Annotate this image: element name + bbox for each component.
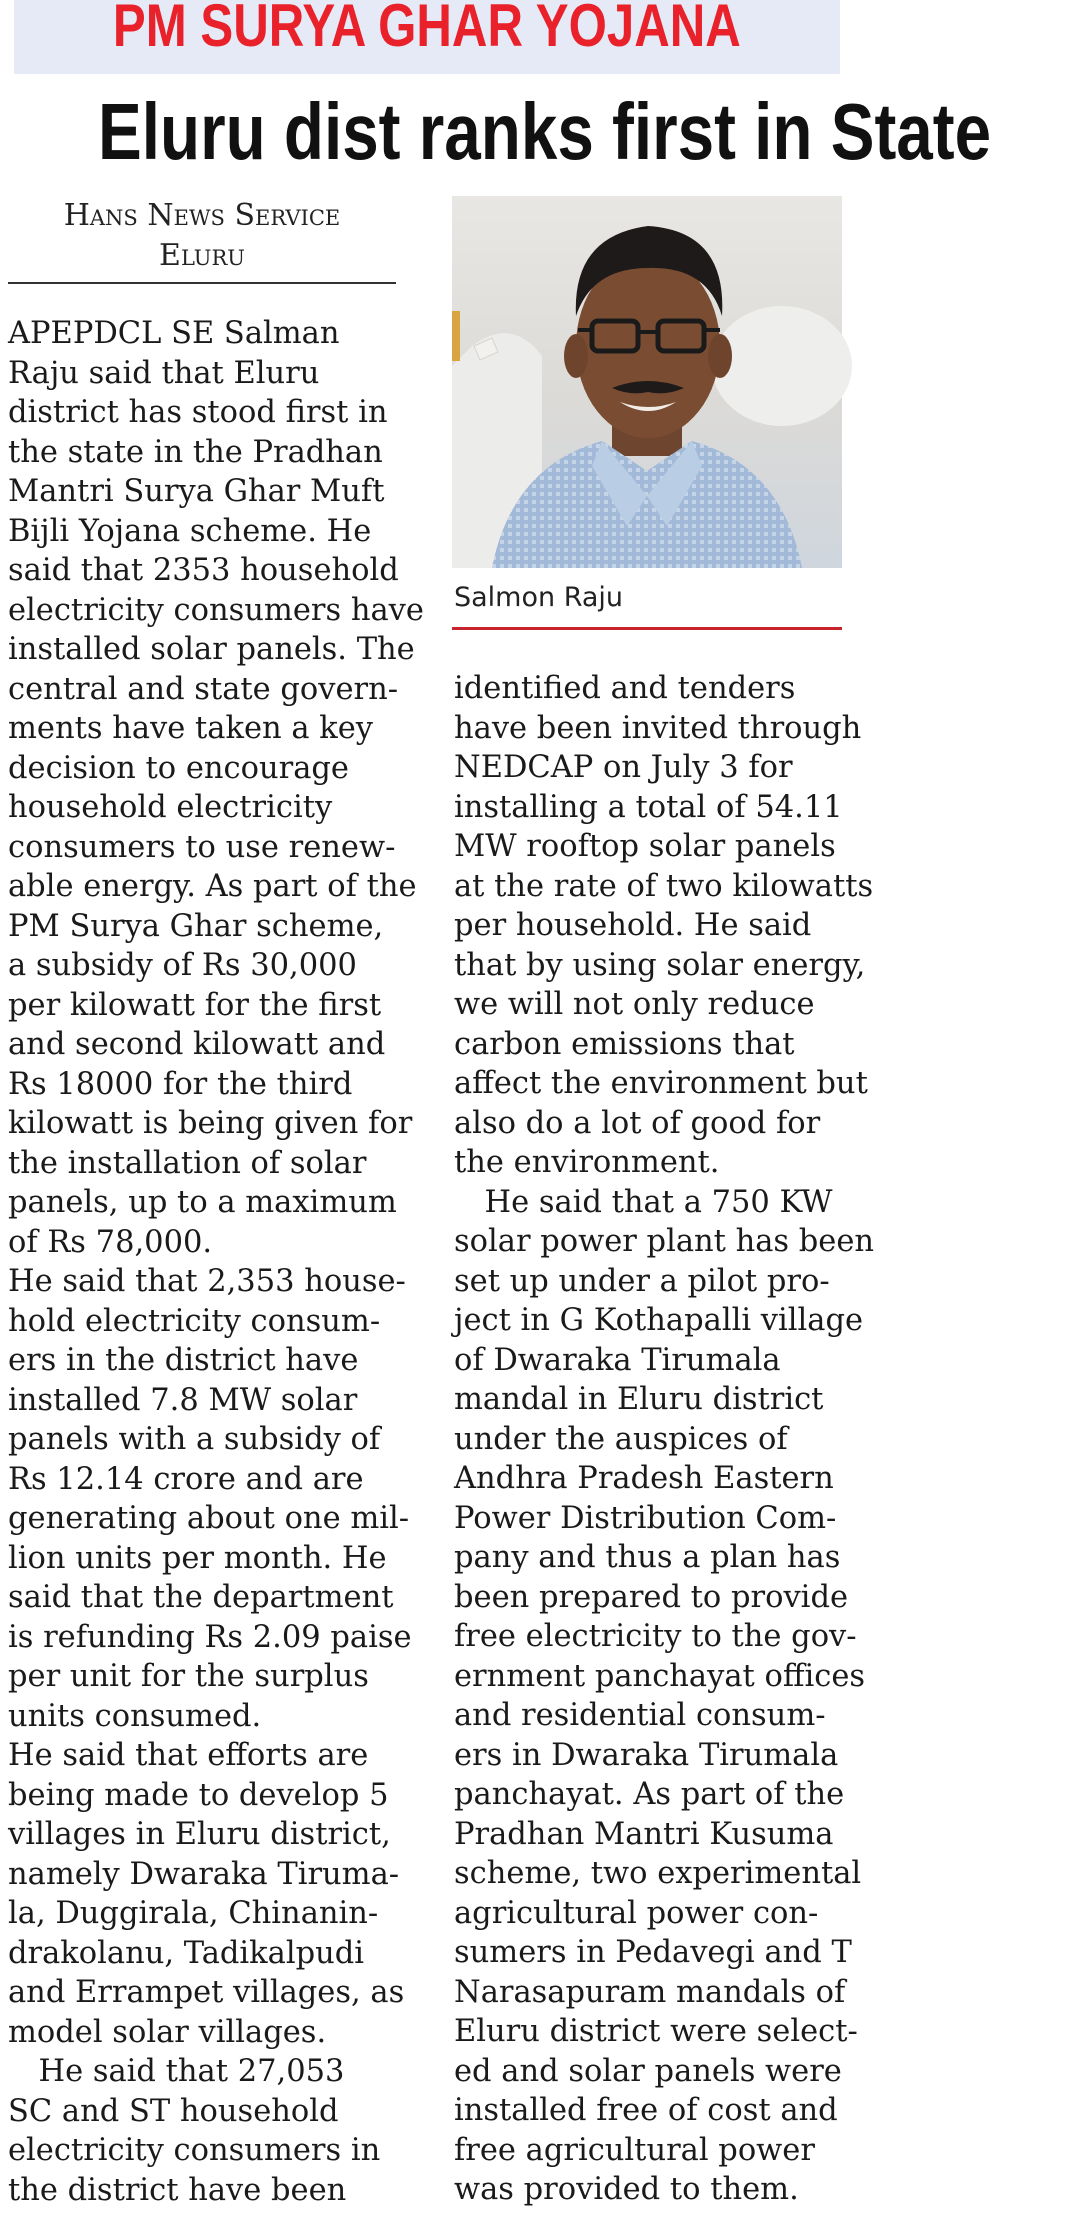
article-line: Rs 18000 for the third [8, 1066, 353, 1102]
article-line: Pradhan Mantri Kusuma [454, 1816, 834, 1852]
article-line: free agricultural power [454, 2132, 815, 2168]
portrait-photo [452, 196, 842, 568]
article-line: ed and solar panels were [454, 2053, 842, 2089]
article-line: drakolanu, Tadikalpudi [8, 1935, 365, 1971]
section-kicker-banner [14, 0, 840, 74]
article-line: per unit for the surplus [8, 1659, 369, 1694]
article-line: affect the environment but [454, 1066, 868, 1101]
article-column-2 [454, 669, 875, 2210]
article-line: panchayat. As part of the [454, 1777, 845, 1812]
article-line: carbon emissions that [454, 1026, 795, 1062]
article-line: installed solar panels. The [8, 632, 415, 667]
caption-divider [452, 627, 842, 630]
article-line: Rs 12.14 crore and are [8, 1461, 364, 1497]
portrait-illustration [452, 196, 842, 568]
article-line: sumers in Pedavegi and T [454, 1935, 852, 1970]
article-line: district has stood first in [8, 395, 388, 430]
article-line: the district have been [8, 2172, 347, 2208]
article-line: at the rate of two kilowatts [454, 868, 874, 904]
article-line: of Rs 78,000. [8, 1224, 213, 1260]
headline-text: Eluru dist ranks first in State [98, 87, 992, 176]
article-line: He said that 27,053 [8, 2054, 345, 2089]
article-line: ernment panchayat offices [454, 1658, 866, 1694]
article-line: He said that 2,353 house- [8, 1264, 406, 1299]
article-line: He said that a 750 KW [454, 1184, 833, 1220]
article-line: being made to develop 5 [8, 1777, 389, 1813]
article-line: the installation of solar [8, 1145, 367, 1181]
article-line: NEDCAP on July 3 for [454, 750, 793, 785]
article-line: said that 2353 household [8, 553, 399, 588]
byline [8, 196, 396, 276]
article-line: the state in the Pradhan [8, 434, 383, 470]
article-line: model solar villages. [8, 2014, 327, 2050]
article-line: and Errampet villages, as [8, 1975, 405, 2010]
photo-caption: Salmon Raju [454, 582, 624, 613]
article-line: PM Surya Ghar scheme, [8, 908, 384, 944]
article-line: villages in Eluru district, [8, 1817, 391, 1852]
byline-divider [8, 282, 396, 284]
article-line: APEPDCL SE Salman [8, 316, 340, 351]
article-line: ers in the district have [8, 1343, 359, 1378]
article-line: set up under a pilot pro- [454, 1263, 830, 1299]
article-line: Andhra Pradesh Eastern [454, 1461, 834, 1496]
article-line: pany and thus a plan has [454, 1540, 841, 1575]
article-line: la, Duggirala, Chinanin- [8, 1896, 379, 1931]
article-line: consumers to use renew- [8, 829, 396, 865]
article-line: free electricity to the gov- [454, 1619, 857, 1654]
article-line: also do a lot of good for [454, 1105, 821, 1141]
article-line: installed 7.8 MW solar [8, 1382, 358, 1418]
article-line: lion units per month. He [8, 1540, 387, 1576]
article-line: and second kilowatt and [8, 1027, 386, 1062]
article-line: namely Dwaraka Tiruma- [8, 1856, 400, 1892]
article-line: Raju said that Eluru [8, 355, 320, 391]
article-line: units consumed. [8, 1698, 262, 1734]
article-line: generating about one mil- [8, 1501, 410, 1536]
article-line: have been invited through [454, 710, 862, 746]
article-line: and residential consum- [454, 1698, 826, 1733]
article-line: is refunding Rs 2.09 paise [8, 1619, 412, 1655]
article-line: scheme, two experimental [454, 1856, 862, 1891]
article-line: SC and ST household [8, 2093, 339, 2129]
article-line: central and state govern- [8, 671, 399, 707]
article-line: per kilowatt for the first [8, 987, 382, 1023]
article-line: hold electricity consum- [8, 1303, 381, 1339]
article-line: Eluru district were select- [454, 2014, 858, 2049]
article-line: of Dwaraka Tirumala [454, 1342, 781, 1378]
section-kicker: PM SURYA GHAR YOJANA [113, 0, 741, 59]
article-line: household electricity [8, 790, 333, 825]
article-line: we will not only reduce [454, 987, 815, 1022]
article-line: agricultural power con- [454, 1895, 819, 1931]
article-line: was provided to them. [454, 2172, 799, 2207]
article-line: decision to encourage [8, 750, 349, 786]
article-line: kilowatt is being given for [8, 1106, 413, 1141]
byline-location: Eluru [159, 238, 245, 273]
article-line: MW rooftop solar panels [454, 829, 836, 864]
article-line: installing a total of 54.11 [454, 789, 843, 825]
article-line: mandal in Eluru district [454, 1382, 824, 1417]
article-line: ject in G Kothapalli village [454, 1303, 864, 1338]
article-line: Power Distribution Com- [454, 1500, 837, 1536]
article-line: ments have taken a key [8, 711, 373, 746]
article-line: the environment. [454, 1145, 720, 1180]
article-line: been prepared to provide [454, 1579, 849, 1615]
article-column-1 [8, 314, 428, 2210]
article-line: Bijli Yojana scheme. He [8, 513, 372, 549]
article-line: per household. He said [454, 908, 812, 943]
article-line: ers in Dwaraka Tirumala [454, 1737, 839, 1773]
article-line: solar power plant has been [454, 1224, 875, 1259]
article-line: a subsidy of Rs 30,000 [8, 948, 357, 983]
article-line: He said that efforts are [8, 1738, 369, 1773]
article-line: electricity consumers have [8, 592, 424, 628]
article-line: able energy. As part of the [8, 869, 417, 904]
article-line: under the auspices of [454, 1421, 788, 1457]
article-line: electricity consumers in [8, 2133, 381, 2168]
article-headline [0, 84, 992, 180]
byline-agency: Hans News Service [63, 198, 341, 233]
article-line: said that the department [8, 1580, 394, 1615]
article-line: panels, up to a maximum [8, 1185, 397, 1220]
article-line: Mantri Surya Ghar Muft [8, 474, 385, 509]
article-line: identified and tenders [454, 671, 796, 706]
article-line: installed free of cost and [454, 2093, 838, 2128]
article-line: panels with a subsidy of [8, 1422, 381, 1457]
article-line: that by using solar energy, [454, 947, 866, 983]
article-line: Narasapuram mandals of [454, 1974, 846, 2010]
